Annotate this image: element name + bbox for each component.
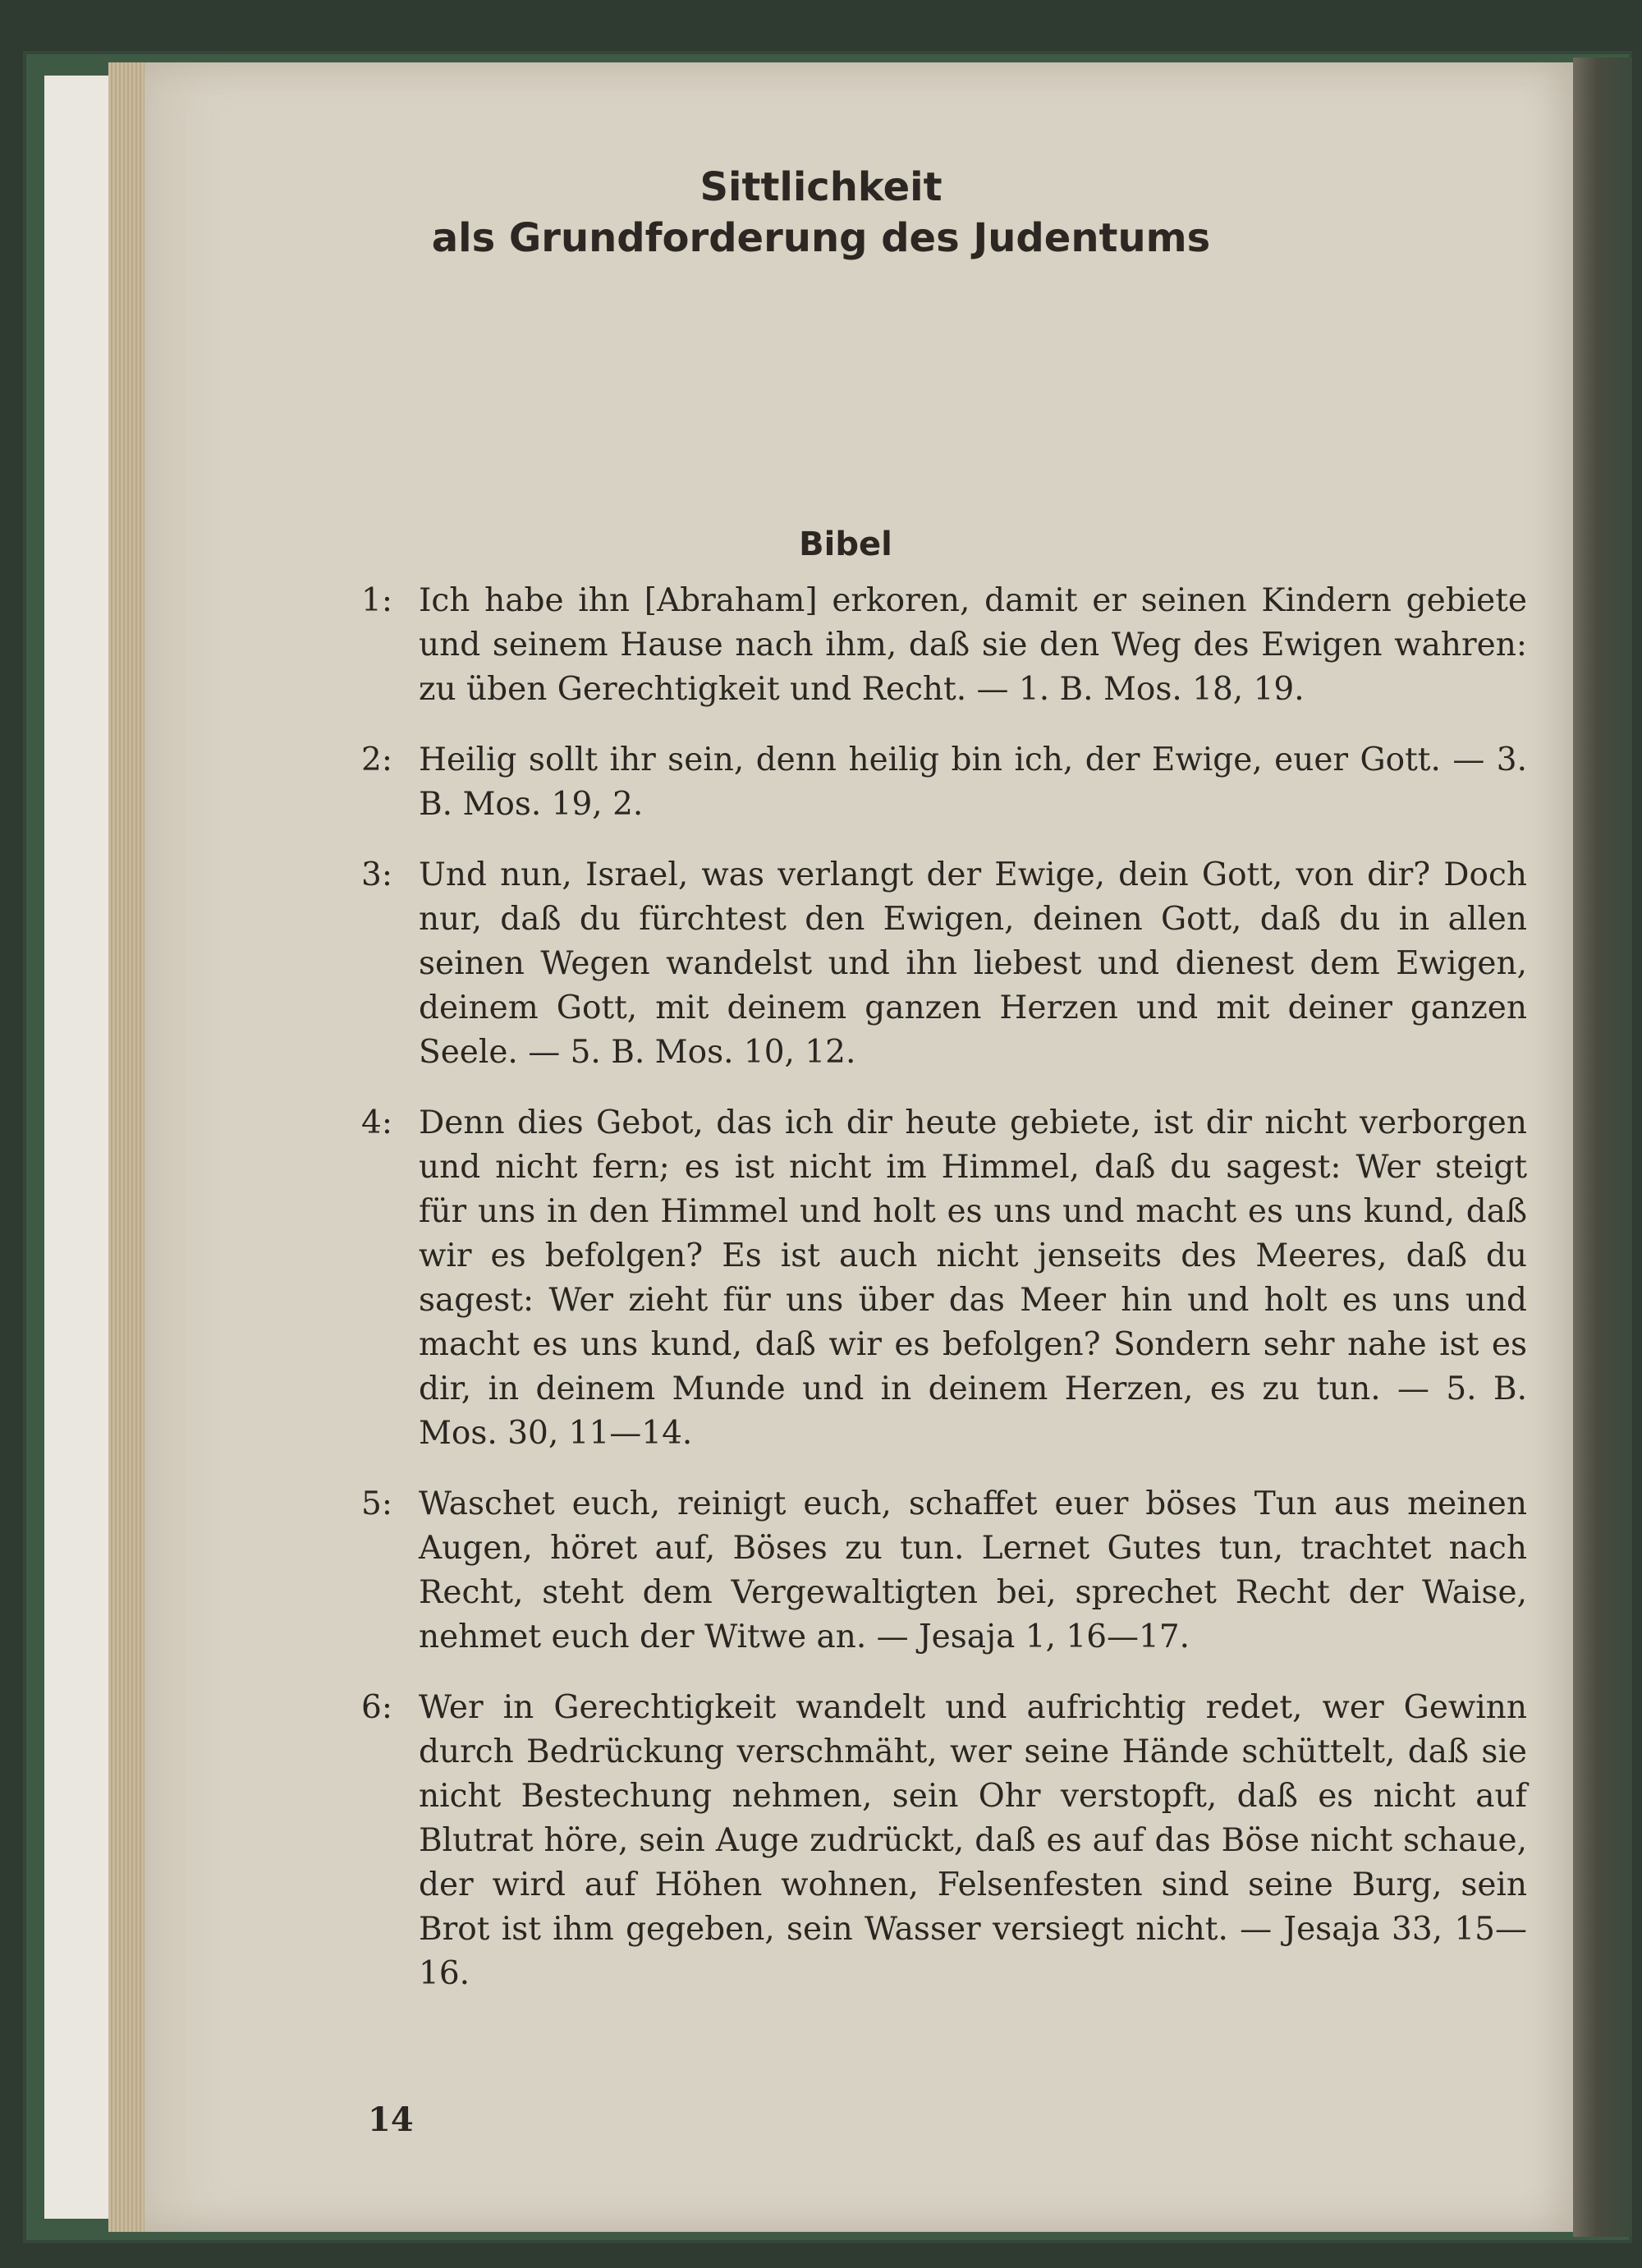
entry-1 xyxy=(361,579,1527,712)
entry-2 xyxy=(361,738,1527,827)
entry-5 xyxy=(361,1482,1527,1660)
page-title-line-2: als Grundforderung des Judentums xyxy=(431,215,1211,261)
section-heading: Bibel xyxy=(799,526,892,563)
entry-number: 2: xyxy=(361,741,392,778)
entry-6 xyxy=(361,1686,1527,1996)
entry-number: 5: xyxy=(361,1485,392,1522)
entry-number: 3: xyxy=(361,856,392,893)
endpaper xyxy=(44,76,108,2219)
entry-number: 6: xyxy=(361,1689,392,1726)
entry-text: Wer in Gerechtigkeit wandelt und aufrichtig redet, wer Gewinn durch Bedrückung verschmäht, wer seine Hände schüttelt, daß sie nicht Bestechung nehmen, sein Ohr verstopft, daß es nicht auf Blutrat höre, sein Auge zudrückt, daß es auf das Böse nicht schaue, der wird auf Höhen wohnen, Felsenfesten sind seine Burg, sein Brot ist ihm gegeben, sein Wasser versiegt nicht. — Jesaja 33, 15—16. xyxy=(419,1689,1527,1992)
entry-text: Waschet euch, reinigt euch, schaffet euer böses Tun aus meinen Augen, höret auf, Böses zu tun. Lernet Gutes tun, trachtet nach Recht, steht dem Vergewaltigten bei, sprechet Recht der Waise, nehmet euch der Witwe an. — Jesaja 1, 16—17. xyxy=(419,1485,1527,1655)
entry-list xyxy=(361,579,1527,2022)
page-number: 14 xyxy=(368,2100,414,2139)
right-page-edge xyxy=(1573,57,1632,2237)
entry-text: Denn dies Gebot, das ich dir heute gebiete, ist dir nicht verborgen und nicht fern; es ist nicht im Himmel, daß du sagest: Wer steigt für uns in den Himmel und holt es uns und macht es uns kund, daß wir es befolgen? Es ist auch nicht jenseits des Meeres, daß du sagest: Wer zieht für uns über das Meer hin und holt es uns und macht es uns kund, daß wir es befolgen? Sondern sehr nahe ist es dir, in deinem Munde und in deinem Herzen, es zu tun. — 5. B. Mos. 30, 11—14. xyxy=(419,1104,1527,1452)
entry-number: 4: xyxy=(361,1104,392,1141)
entry-number: 1: xyxy=(361,582,392,619)
entry-text: Ich habe ihn [Abraham] erkoren, damit er seinen Kindern gebiete und seinem Hause nach ihm, daß sie den Weg des Ewigen wahren: zu üben Gerechtigkeit und Recht. — 1. B. Mos. 18, 19. xyxy=(419,582,1527,708)
entry-3 xyxy=(361,853,1527,1075)
page-title-line-1: Sittlichkeit xyxy=(699,164,943,210)
entry-text: Und nun, Israel, was verlangt der Ewige, dein Gott, von dir? Doch nur, daß du fürchtest den Ewigen, deinen Gott, daß du in allen seinen Wegen wandelst und ihn liebest und dienest dem Ewigen, deinem Gott, mit deinem ganzen Herzen und mit deiner ganzen Seele. — 5. B. Mos. 10, 12. xyxy=(419,856,1527,1071)
page-stack-edges xyxy=(108,62,144,2232)
entry-4 xyxy=(361,1101,1527,1456)
entry-text: Heilig sollt ihr sein, denn heilig bin ich, der Ewige, euer Gott. — 3. B. Mos. 19, 2. xyxy=(419,741,1527,823)
